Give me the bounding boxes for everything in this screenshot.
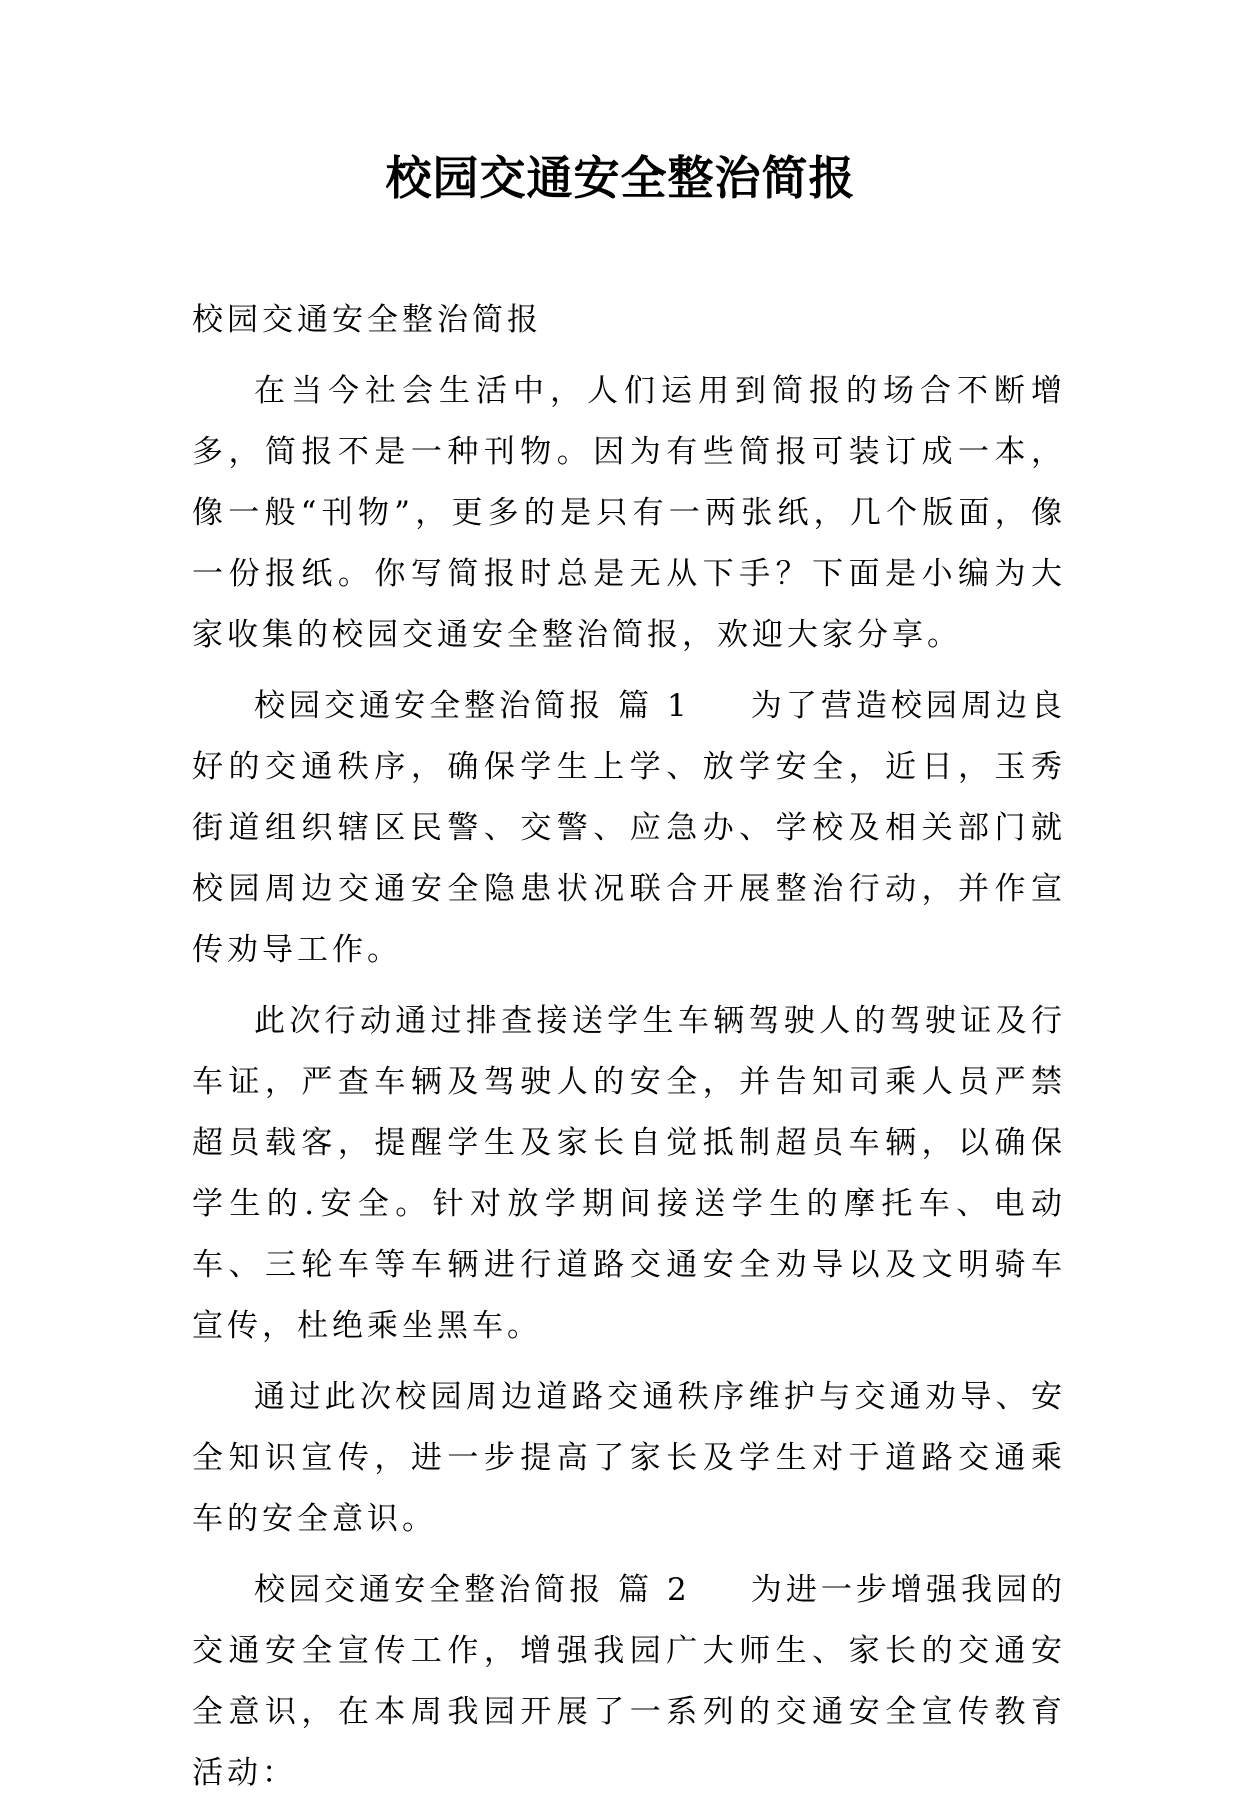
section-2-paragraph	[192, 1560, 1066, 1804]
section-2-heading: 校园交通安全整治简报 篇 2	[254, 1572, 691, 1608]
result-paragraph: 通过此次校园周边道路交通秩序维护与交通劝导、安全知识宣传，进一步提高了家长及学生对于道路交通乘车的安全意识。	[192, 1379, 1066, 1537]
document-body	[192, 290, 1066, 1814]
section-2-text: 为进一步增强我园的交通安全宣传工作，增强我园广大师生、家长的交通安全意识，在本周我园开展了一系列的交通安全宣传教育活动：	[192, 1572, 1066, 1791]
section-1-text: 为了营造校园周边良好的交通秩序，确保学生上学、放学安全，近日，玉秀街道组织辖区民警、交警、应急办、学校及相关部门就校园周边交通安全隐患状况联合开展整治行动，并作宣传劝导工作。	[192, 688, 1066, 968]
document-title: 校园交通安全整治简报	[385, 151, 856, 205]
section-1-paragraph	[192, 676, 1066, 981]
section-1-heading: 校园交通安全整治简报 篇 1	[254, 688, 691, 724]
document-subtitle: 校园交通安全整治简报	[192, 302, 542, 338]
inspection-paragraph: 此次行动通过排查接送学生车辆驾驶人的驾驶证及行车证，严查车辆及驾驶人的安全，并告知司乘人员严禁超员载客，提醒学生及家长自觉抵制超员车辆，以确保学生的.安全。针对放学期间接送学生的摩托车、电动车、三轮车等车辆进行道路交通安全劝导以及文明骑车宣传，杜绝乘坐黑车。	[192, 1003, 1066, 1344]
intro-paragraph: 在当今社会生活中，人们运用到简报的场合不断增多，简报不是一种刊物。因为有些简报可装订成一本，像一般“刊物”，更多的是只有一两张纸，几个版面，像一份报纸。你写简报时总是无从下手？下面是小编为大家收集的校园交通安全整治简报，欢迎大家分享。	[192, 373, 1066, 653]
